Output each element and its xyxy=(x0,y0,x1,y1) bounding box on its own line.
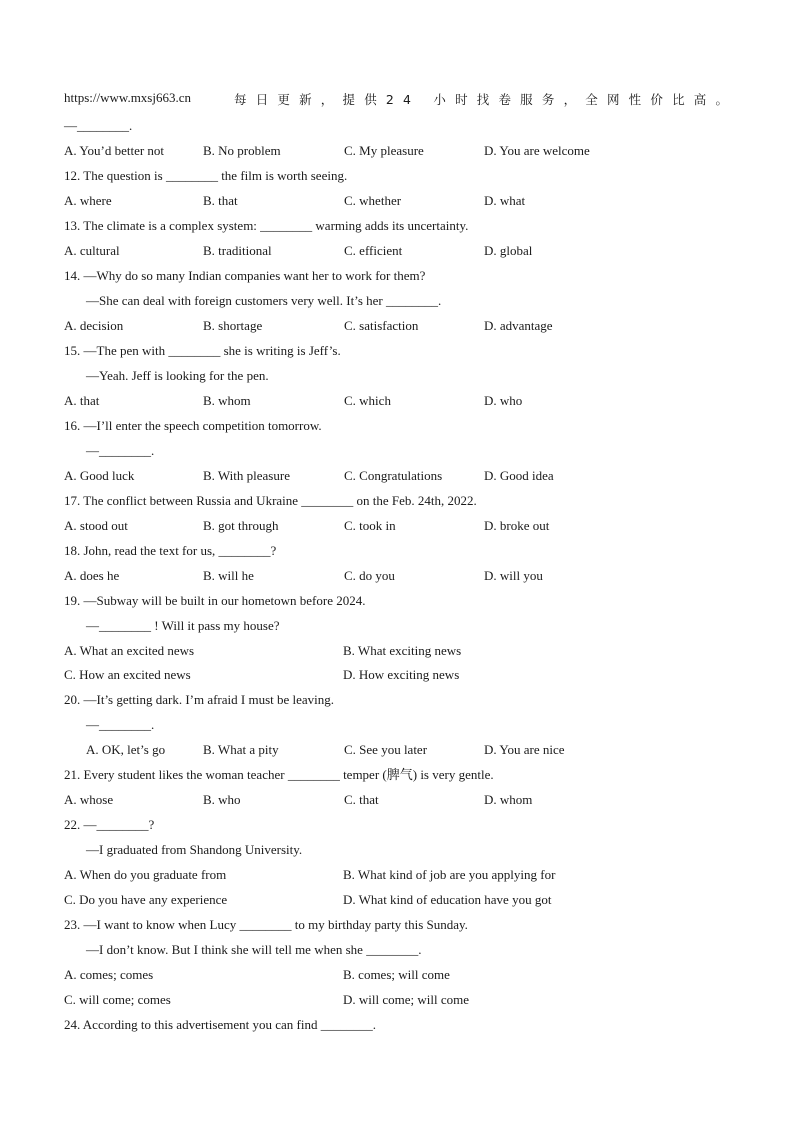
question-23: 23. —I want to know when Lucy ________ to my birthday party this Sunday. xyxy=(64,917,468,932)
option-a: A. OK, let’s go xyxy=(86,742,166,757)
option-d: D. You are nice xyxy=(484,742,565,757)
option-c: C. Congratulations xyxy=(344,468,443,483)
option-d: D. What kind of education have you got xyxy=(343,892,552,907)
option-b: B. that xyxy=(203,193,238,208)
option-b: B. What a pity xyxy=(203,742,279,757)
option-d: D. How exciting news xyxy=(343,667,460,682)
option-c: C. Do you have any experience xyxy=(64,892,228,907)
option-b: B. What exciting news xyxy=(343,643,462,658)
question-20-reply: —________. xyxy=(86,717,155,732)
question-22-reply: —I graduated from Shandong University. xyxy=(86,842,303,857)
option-b: B. will he xyxy=(203,568,254,583)
question-24: 24. According to this advertisement you can find ________. xyxy=(64,1017,376,1032)
option-a: A. When do you graduate from xyxy=(64,867,227,882)
option-b: B. No problem xyxy=(203,143,281,158)
option-b: B. got through xyxy=(203,518,279,533)
option-a: A. where xyxy=(64,193,112,208)
option-a: A. stood out xyxy=(64,518,128,533)
option-c: C. which xyxy=(344,393,391,408)
question-line: —________. xyxy=(64,118,133,133)
option-a: A. does he xyxy=(64,568,120,583)
option-c: C. took in xyxy=(344,518,396,533)
question-15: 15. —The pen with ________ she is writing is Jeff’s. xyxy=(64,343,341,358)
option-d: D. whom xyxy=(484,792,533,807)
option-c: C. efficient xyxy=(344,243,403,258)
question-18: 18. John, read the text for us, ________? xyxy=(64,543,277,558)
question-21: 21. Every student likes the woman teacher ________ temper (脾气) is very gentle. xyxy=(64,767,494,782)
header-url[interactable]: https://www.mxsj663.cn xyxy=(64,90,191,105)
option-c: C. See you later xyxy=(344,742,428,757)
option-c: C. whether xyxy=(344,193,402,208)
option-d: D. will you xyxy=(484,568,543,583)
question-14-reply: —She can deal with foreign customers very well. It’s her ________. xyxy=(86,293,442,308)
question-17: 17. The conflict between Russia and Ukraine ________ on the Feb. 24th, 2022. xyxy=(64,493,477,508)
option-d: D. You are welcome xyxy=(484,143,590,158)
option-b: B. shortage xyxy=(203,318,263,333)
option-b: B. comes; will come xyxy=(343,967,450,982)
option-c: C. My pleasure xyxy=(344,143,424,158)
option-a: A. What an excited news xyxy=(64,643,195,658)
question-20: 20. —It’s getting dark. I’m afraid I must be leaving. xyxy=(64,692,335,707)
option-a: A. whose xyxy=(64,792,114,807)
question-19-reply: —________ ! Will it pass my house? xyxy=(86,618,280,633)
question-13: 13. The climate is a complex system: ________ warming adds its uncertainty. xyxy=(64,218,469,233)
question-23-reply: —I don’t know. But I think she will tell me when she ________. xyxy=(86,942,422,957)
option-c: C. How an excited news xyxy=(64,667,191,682)
question-12: 12. The question is ________ the film is worth seeing. xyxy=(64,168,348,183)
option-d: D. broke out xyxy=(484,518,550,533)
option-b: B. With pleasure xyxy=(203,468,290,483)
page-header xyxy=(64,90,738,107)
option-d: D. what xyxy=(484,193,526,208)
option-a: A. that xyxy=(64,393,100,408)
question-19: 19. —Subway will be built in our hometown before 2024. xyxy=(64,593,366,608)
header-slogan: 每日更新，提供24 小时找卷服务，全网性价比高。 xyxy=(234,92,738,107)
option-c: C. will come; comes xyxy=(64,992,171,1007)
option-d: D. advantage xyxy=(484,318,553,333)
option-d: D. Good idea xyxy=(484,468,554,483)
option-c: C. that xyxy=(344,792,379,807)
option-b: B. traditional xyxy=(203,243,272,258)
option-a: A. cultural xyxy=(64,243,120,258)
option-b: B. whom xyxy=(203,393,251,408)
option-a: A. Good luck xyxy=(64,468,135,483)
option-d: D. will come; will come xyxy=(343,992,470,1007)
question-22: 22. —________? xyxy=(64,817,155,832)
question-15-reply: —Yeah. Jeff is looking for the pen. xyxy=(86,368,269,383)
option-d: D. global xyxy=(484,243,533,258)
question-16-reply: —________. xyxy=(86,443,155,458)
question-14: 14. —Why do so many Indian companies want her to work for them? xyxy=(64,268,426,283)
option-b: B. What kind of job are you applying for xyxy=(343,867,556,882)
option-d: D. who xyxy=(484,393,523,408)
option-a: A. You’d better not xyxy=(64,143,165,158)
option-a: A. comes; comes xyxy=(64,967,154,982)
option-b: B. who xyxy=(203,792,241,807)
option-c: C. do you xyxy=(344,568,395,583)
option-c: C. satisfaction xyxy=(344,318,419,333)
option-a: A. decision xyxy=(64,318,124,333)
question-16: 16. —I’ll enter the speech competition tomorrow. xyxy=(64,418,322,433)
